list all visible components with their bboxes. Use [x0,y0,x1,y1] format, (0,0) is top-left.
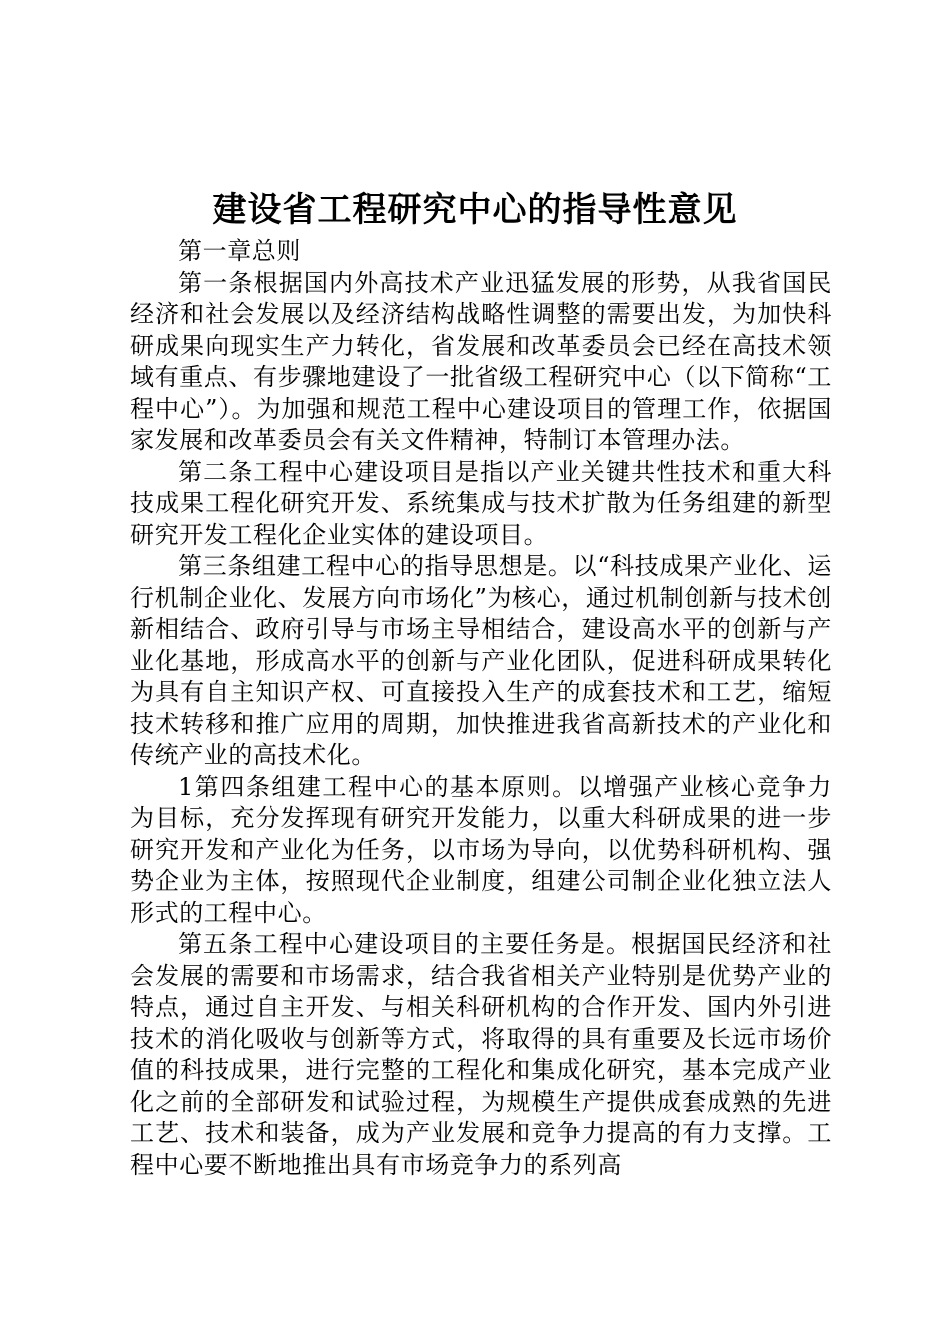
chapter-heading: 第一章总则 [178,237,301,265]
article-4-paragraph: 1第四条组建工程中心的基本原则。以增强产业核心竞争力为目标，充分发挥现有研究开发能力，以重大科研成果的进一步研究开发和产业化为任务，以市场为导向，以优势科研机构、强势企业为主体，按照现代企业制度，组建公司制企业化独立法人形式的工程中心。 [130,772,832,927]
article-1-paragraph: 第一条根据国内外高技术产业迅猛发展的形势，从我省国民经济和社会发展以及经济结构战略性调整的需要出发，为加快科研成果向现实生产力转化，省发展和改革委员会已经在高技术领域有重点、有步骤地建设了一批省级工程研究中心（以下简称“工程中心”）。为加强和规范工程中心建设项目的管理工作，依据国家发展和改革委员会有关文件精神，特制订本管理办法。 [130,268,832,454]
document-body [130,236,832,1181]
article-3-paragraph: 第三条组建工程中心的指导思想是。以“科技成果产业化、运行机制企业化、发展方向市场化”为核心，通过机制创新与技术创新相结合、政府引导与市场主导相结合，建设高水平的创新与产业化基地，形成高水平的创新与产业化团队，促进科研成果转化为具有自主知识产权、可直接投入生产的成套技术和工艺，缩短技术转移和推广应用的周期，加快推进我省高新技术的产业化和传统产业的高技术化。 [130,552,832,769]
document-title: 建设省工程研究中心的指导性意见 [212,190,738,230]
article-2-paragraph: 第二条工程中心建设项目是指以产业关键共性技术和重大科技成果工程化研究开发、系统集成与技术扩散为任务组建的新型研究开发工程化企业实体的建设项目。 [130,457,832,549]
article-5-paragraph: 第五条工程中心建设项目的主要任务是。根据国民经济和社会发展的需要和市场需求，结合我省相关产业特别是优势产业的特点，通过自主开发、与相关科研机构的合作开发、国内外引进技术的消化吸收与创新等方式，将取得的具有重要及长远市场价值的科技成果，进行完整的工程化和集成化研究，基本完成产业化之前的全部研发和试验过程，为规模生产提供成套成熟的先进工艺、技术和装备，成为产业发展和竞争力提高的有力支撑。工程中心要不断地推出具有市场竞争力的系列高 [130,930,832,1179]
